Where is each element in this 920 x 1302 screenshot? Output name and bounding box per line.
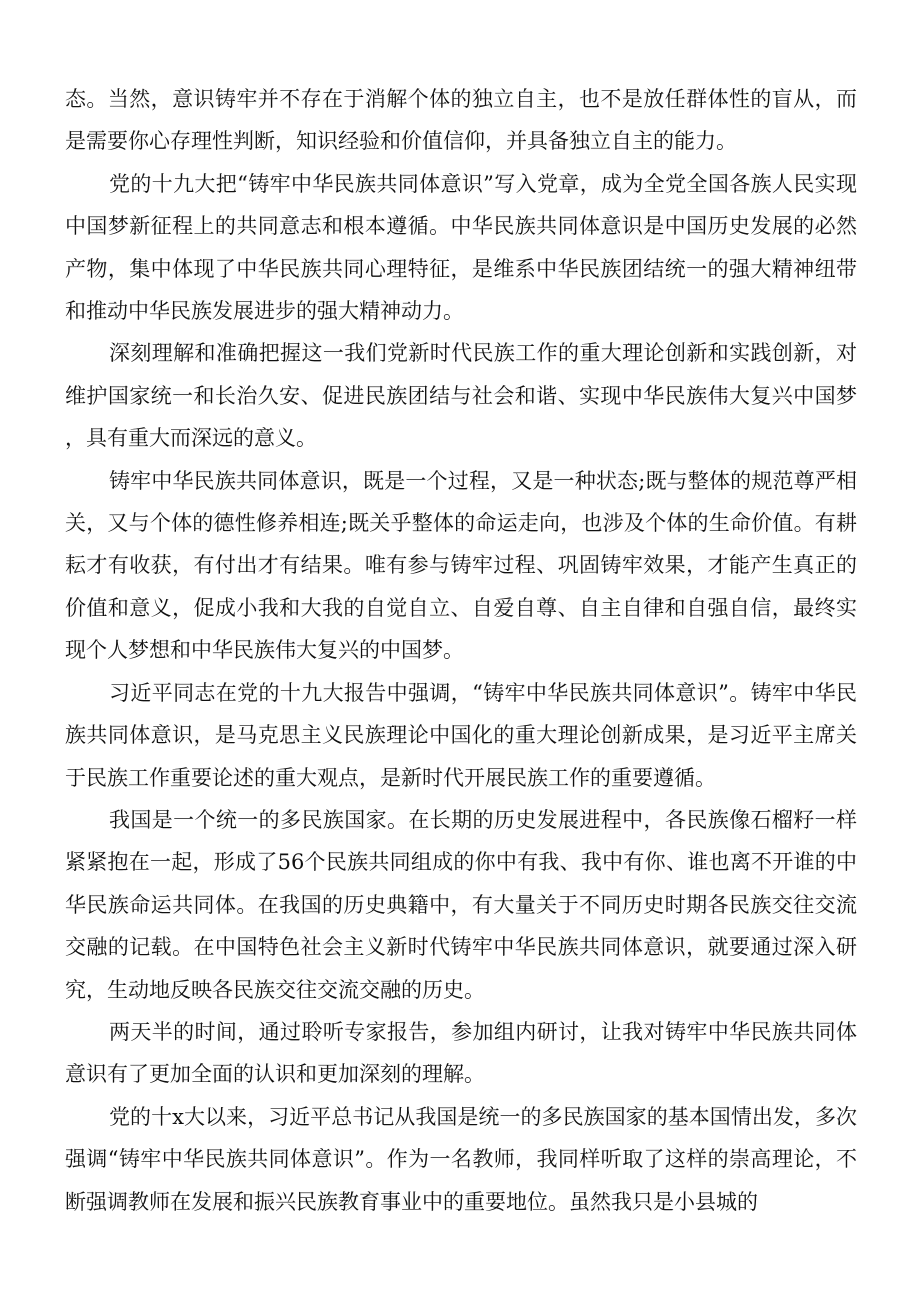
paragraph-3: 深刻理解和准确把握这一我们党新时代民族工作的重大理论创新和实践创新，对维护国家统一和长治久安、促进民族团结与社会和谐、实现中华民族伟大复兴中国梦，具有重大而深远的意义。 bbox=[65, 341, 857, 451]
paragraph-6: 我国是一个统一的多民族国家。在长期的历史发展进程中，各民族像石榴籽一样紧紧抱在一起，形成了56个民族共同组成的你中有我、我中有你、谁也离不开谁的中华民族命运共同体。在我国的历史典籍中，有大量关于不同历史时期各民族交往交流交融的记载。在中国特色社会主义新时代铸牢中华民族共同体意识，就要通过深入研究，生动地反映各民族交往交流交融的历史。 bbox=[65, 807, 857, 1002]
paragraph-1: 态。当然，意识铸牢并不存在于消解个体的独立自主，也不是放任群体性的盲从，而是需要你心存理性判断，知识经验和价值信仰，并具备独立自主的能力。 bbox=[65, 87, 857, 154]
paragraph-2: 党的十九大把“铸牢中华民族共同体意识”写入党章，成为全党全国各族人民实现中国梦新征程上的共同意志和根本遵循。中华民族共同体意识是中国历史发展的必然产物，集中体现了中华民族共同心理特征，是维系中华民族团结统一的强大精神纽带和推动中华民族发展进步的强大精神动力。 bbox=[65, 171, 857, 324]
paragraph-5: 习近平同志在党的十九大报告中强调，“铸牢中华民族共同体意识”。铸牢中华民族共同体意识，是马克思主义民族理论中国化的重大理论创新成果，是习近平主席关于民族工作重要论述的重大观点，是新时代开展民族工作的重要遵循。 bbox=[65, 680, 857, 790]
document-body bbox=[65, 78, 857, 1223]
paragraph-4: 铸牢中华民族共同体意识，既是一个过程，又是一种状态;既与整体的规范尊严相关，又与个体的德性修养相连;既关乎整体的命运走向，也涉及个体的生命价值。有耕耘才有收获，有付出才有结果。唯有参与铸牢过程、巩固铸牢效果，才能产生真正的价值和意义，促成小我和大我的自觉自立、自爱自尊、自主自律和自强自信，最终实现个人梦想和中华民族伟大复兴的中国梦。 bbox=[65, 468, 857, 663]
paragraph-8: 党的十x大以来，习近平总书记从我国是统一的多民族国家的基本国情出发，多次强调“铸牢中华民族共同体意识”。作为一名教师，我同样听取了这样的崇高理论，不断强调教师在发展和振兴民族教育事业中的重要地位。虽然我只是小县城的 bbox=[65, 1104, 857, 1214]
paragraph-7: 两天半的时间，通过聆听专家报告，参加组内研讨，让我对铸牢中华民族共同体意识有了更加全面的认识和更加深刻的理解。 bbox=[65, 1019, 857, 1087]
